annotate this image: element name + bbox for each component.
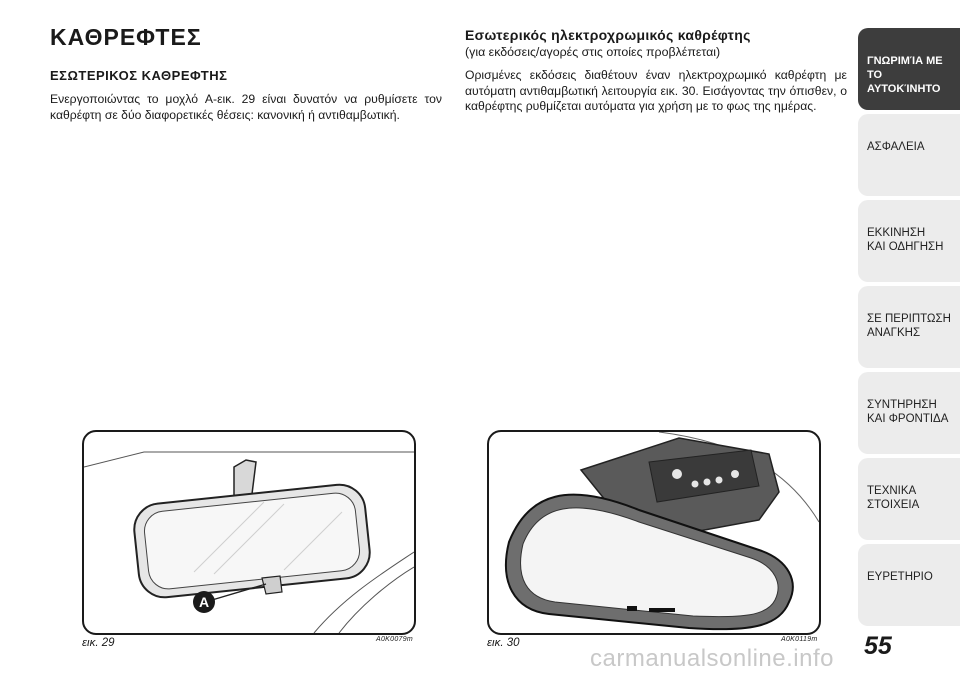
watermark: carmanualsonline.info bbox=[590, 645, 834, 672]
subheading-versions: (για εκδόσεις/αγορές στις οποίες προβλέπεται) bbox=[465, 45, 721, 59]
tab-maintenance[interactable]: ΣΥΝΤΗΡΗΣΗ ΚΑΙ ΦΡΟΝΤΙΔΑ bbox=[858, 372, 960, 454]
tab-emergency[interactable]: ΣΕ ΠΕΡΙΠΤΩΣΗ ΑΝΑΓΚΗΣ bbox=[858, 286, 960, 368]
paragraph-interior-mirror: Ενεργοποιώντας το μοχλό A-εικ. 29 είναι δυνατόν να ρυθμίσετε τον καθρέφτη σε δύο διαφορετικές θέσεις: κανονική ή αντιθαμβωτική. bbox=[50, 92, 442, 122]
figure-30-caption: εικ. 30 bbox=[487, 637, 520, 649]
section-title-interior-mirror: ΕΣΩΤΕΡΙΚΟΣ ΚΑΘΡΕΦΤΗΣ bbox=[50, 68, 228, 83]
tab-index[interactable]: ΕΥΡΕΤΗΡΙΟ bbox=[858, 544, 960, 626]
tab-technical-data[interactable]: ΤΕΧΝΙΚΑ ΣΤΟΙΧΕΙΑ bbox=[858, 458, 960, 540]
paragraph-electrochromic-mirror: Ορισμένες εκδόσεις διαθέτουν έναν ηλεκτροχρωμικό καθρέφτη με αυτόματη αντιθαμβωτική λειτουργία εικ. 30. Εισάγοντας την όπισθεν, ο καθρέφτης ρυθμίζεται αυτόματα για χρήση με το φως της ημέρας. bbox=[465, 68, 847, 113]
figure-30-code: A0K0119m bbox=[781, 636, 818, 643]
figure-30-electrochromic-mirror bbox=[487, 430, 821, 635]
heading-electrochromic-mirror: Εσωτερικός ηλεκτροχρωμικός καθρέφτης bbox=[465, 27, 751, 43]
tab-safety[interactable]: ΑΣΦΑΛΕΙΑ bbox=[858, 114, 960, 196]
figure-29-code: A0K0079m bbox=[376, 636, 414, 643]
page-title: ΚΑΘΡΕΦΤΕΣ bbox=[50, 24, 202, 50]
page-number: 55 bbox=[864, 632, 892, 660]
tab-starting-driving[interactable]: ΕΚΚΙΝΗΣΗ ΚΑΙ ΟΔΗΓΗΣΗ bbox=[858, 200, 960, 282]
figure-29-mirror-illustration bbox=[82, 430, 416, 635]
electrochromic-mirror-drawing bbox=[489, 432, 819, 633]
mirror-drawing bbox=[84, 432, 414, 633]
tab-getting-to-know-car[interactable]: ΓΝΩΡΙΜΊΑ ΜΕ ΤΟ ΑΥΤΟΚΊΝΗΤΟ bbox=[858, 28, 960, 110]
figure-29-caption: εικ. 29 bbox=[82, 637, 115, 649]
callout-a-label: A bbox=[198, 594, 210, 610]
